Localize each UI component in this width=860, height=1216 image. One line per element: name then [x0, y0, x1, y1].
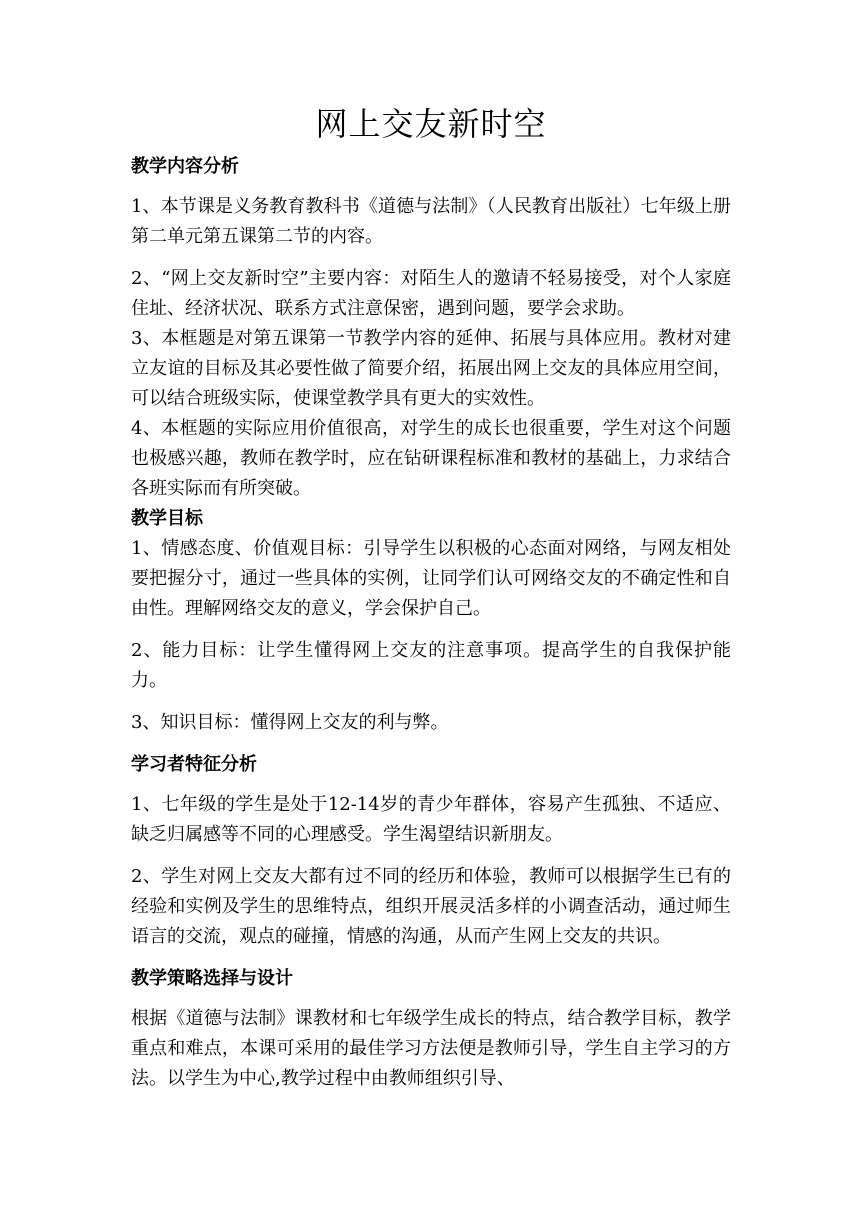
paragraph: 1、情感态度、价值观目标：引导学生以积极的心态面对网络，与网友相处要把握分寸，通过一些具体的实例，让同学们认可网络交友的不确定性和自由性。理解网络交友的意义，学会保护自己。 [131, 538, 731, 619]
paragraph: 2、能力目标：让学生懂得网上交友的注意事项。提高学生的自我保护能力。 [131, 640, 731, 691]
paragraph: 根据《道德与法制》课教材和七年级学生成长的特点，结合教学目标，教学重点和难点，本课可采用的最佳学习方法便是教师引导，学生自主学习的方法。以学生为中心,教学过程中由教师组织引导、 [131, 1008, 731, 1089]
document-page [131, 100, 731, 1106]
paragraph: 2、“网上交友新时空”主要内容：对陌生人的邀请不轻易接受，对个人家庭住址、经济状况、联系方式注意保密，遇到问题，要学会求助。 [131, 268, 731, 319]
paragraph: 1、本节课是义务教育教科书《道德与法制》（人民教育出版社）七年级上册第二单元第五课第二节的内容。 [131, 196, 731, 247]
section-heading-strategy: 教学策略选择与设计 [131, 968, 293, 989]
section-heading-learner-analysis: 学习者特征分析 [131, 754, 257, 775]
paragraph: 1、七年级的学生是处于12-14岁的青少年群体，容易产生孤独、不适应、缺乏归属感等不同的心理感受。学生渴望结识新朋友。 [131, 794, 731, 845]
paragraph: 3、知识目标：懂得网上交友的利与弊。 [131, 712, 449, 733]
section-heading-objectives: 教学目标 [131, 508, 203, 529]
section-heading-content-analysis: 教学内容分析 [131, 156, 239, 177]
document-title: 网上交友新时空 [315, 105, 547, 143]
paragraph: 3、本框题是对第五课第一节教学内容的延伸、拓展与具体应用。教材对建立友谊的目标及其必要性做了简要介绍，拓展出网上交友的具体应用空间，可以结合班级实际，使课堂教学具有更大的实效性。 [131, 328, 731, 409]
paragraph: 2、学生对网上交友大都有过不同的经历和体验，教师可以根据学生已有的经验和实例及学生的思维特点，组织开展灵活多样的小调查活动，通过师生语言的交流，观点的碰撞，情感的沟通，从而产生网上交友的共识。 [131, 866, 731, 947]
paragraph: 4、本框题的实际应用价值很高，对学生的成长也很重要，学生对这个问题也极感兴趣，教师在教学时，应在钻研课程标准和教材的基础上，力求结合各班实际而有所突破。 [131, 418, 731, 499]
